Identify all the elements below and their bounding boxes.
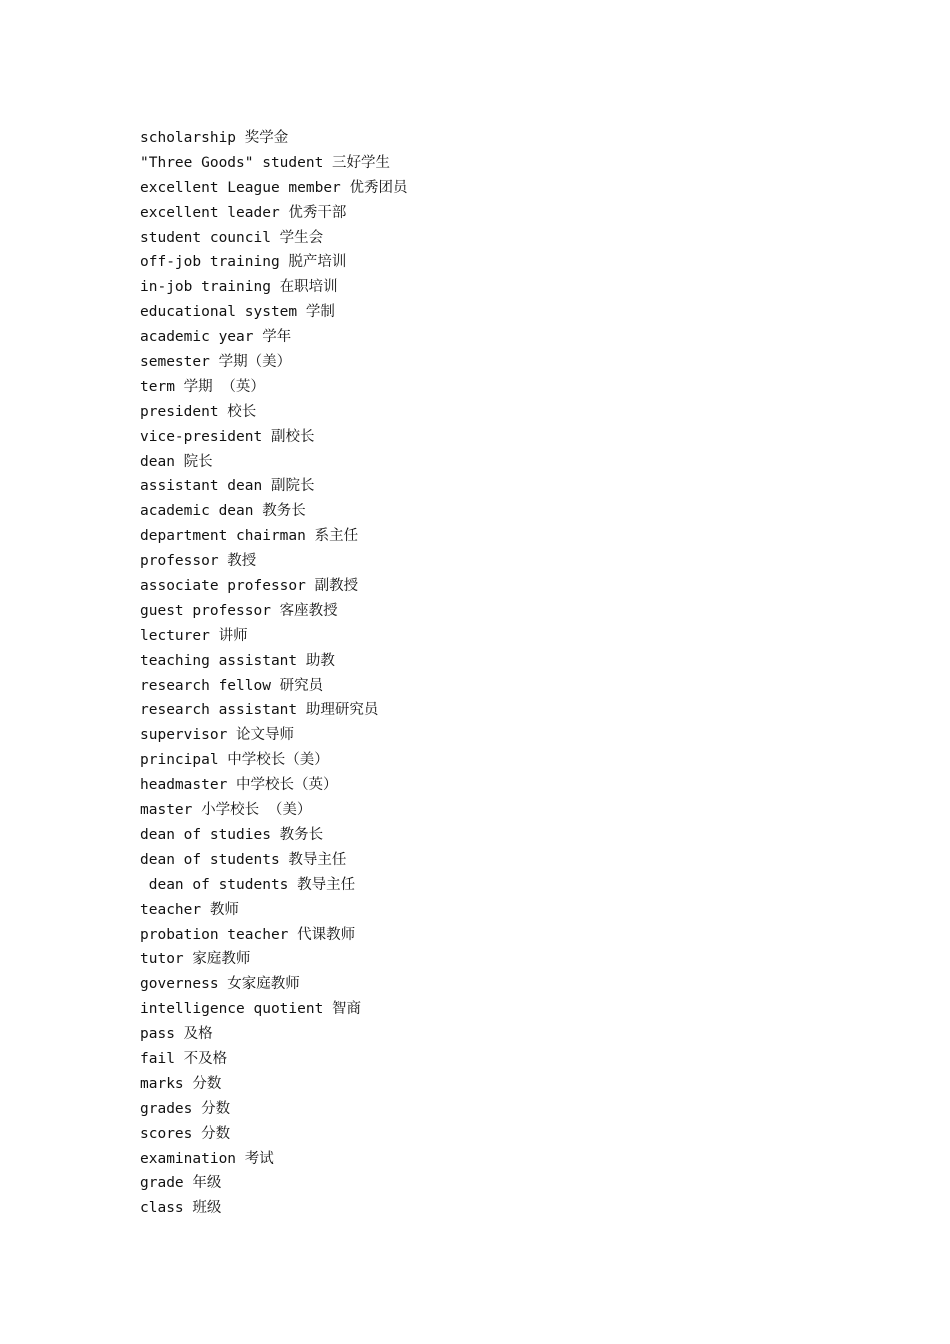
glossary-entry: dean of students 教导主任: [140, 876, 356, 893]
glossary-entry: supervisor 论文导师: [140, 727, 295, 744]
glossary-entry: pass 及格: [140, 1026, 213, 1043]
glossary-entry: class 班级: [140, 1200, 222, 1217]
glossary-entry: department chairman 系主任: [140, 528, 359, 545]
glossary-entry: research fellow 研究员: [140, 677, 324, 694]
glossary-entry: tutor 家庭教师: [140, 951, 251, 968]
glossary-entry: probation teacher 代课教师: [140, 926, 356, 943]
glossary-entry: vice-president 副校长: [140, 428, 315, 445]
glossary-entry: dean 院长: [140, 453, 213, 470]
glossary-entry: academic dean 教务长: [140, 503, 306, 520]
glossary-entry: associate professor 副教授: [140, 578, 359, 595]
glossary-entry: scholarship 奖学金: [140, 130, 289, 146]
glossary-entry: in-job training 在职培训: [140, 279, 338, 296]
glossary-entry: excellent leader 优秀干部: [140, 204, 347, 221]
glossary-entry: president 校长: [140, 403, 257, 420]
glossary-entry: "Three Goods" student 三好学生: [140, 154, 391, 171]
glossary-entry: fail 不及格: [140, 1050, 228, 1067]
glossary-entry: principal 中学校长（美）: [140, 752, 329, 769]
glossary-entry: grades 分数: [140, 1100, 231, 1117]
glossary-entry: professor 教授: [140, 553, 257, 570]
glossary-entry: guest professor 客座教授: [140, 602, 338, 619]
glossary-entry: headmaster 中学校长（英）: [140, 777, 338, 794]
glossary-entry: semester 学期（美）: [140, 354, 292, 371]
glossary-entry: dean of studies 教务长: [140, 826, 324, 843]
glossary-entry: grade 年级: [140, 1175, 222, 1192]
glossary-entry: academic year 学年: [140, 329, 292, 346]
glossary-entry: examination 考试: [140, 1150, 274, 1167]
glossary-entry: term 学期 （英）: [140, 378, 265, 395]
glossary-entry: teaching assistant 助教: [140, 652, 335, 669]
glossary-entry: educational system 学制: [140, 304, 335, 321]
glossary-entry: excellent League member 优秀团员: [140, 179, 408, 196]
glossary-list: [140, 126, 408, 1221]
glossary-entry: research assistant 助理研究员: [140, 702, 379, 719]
glossary-entry: student council 学生会: [140, 229, 324, 246]
glossary-entry: intelligence quotient 智商: [140, 1001, 362, 1018]
glossary-entry: governess 女家庭教师: [140, 976, 300, 993]
glossary-entry: marks 分数: [140, 1075, 222, 1092]
glossary-entry: teacher 教师: [140, 901, 239, 918]
glossary-entry: lecturer 讲师: [140, 627, 248, 644]
glossary-entry: master 小学校长 （美）: [140, 802, 312, 819]
glossary-entry: assistant dean 副院长: [140, 478, 315, 495]
glossary-entry: off-job training 脱产培训: [140, 254, 347, 271]
glossary-entry: dean of students 教导主任: [140, 851, 347, 868]
glossary-entry: scores 分数: [140, 1125, 231, 1142]
